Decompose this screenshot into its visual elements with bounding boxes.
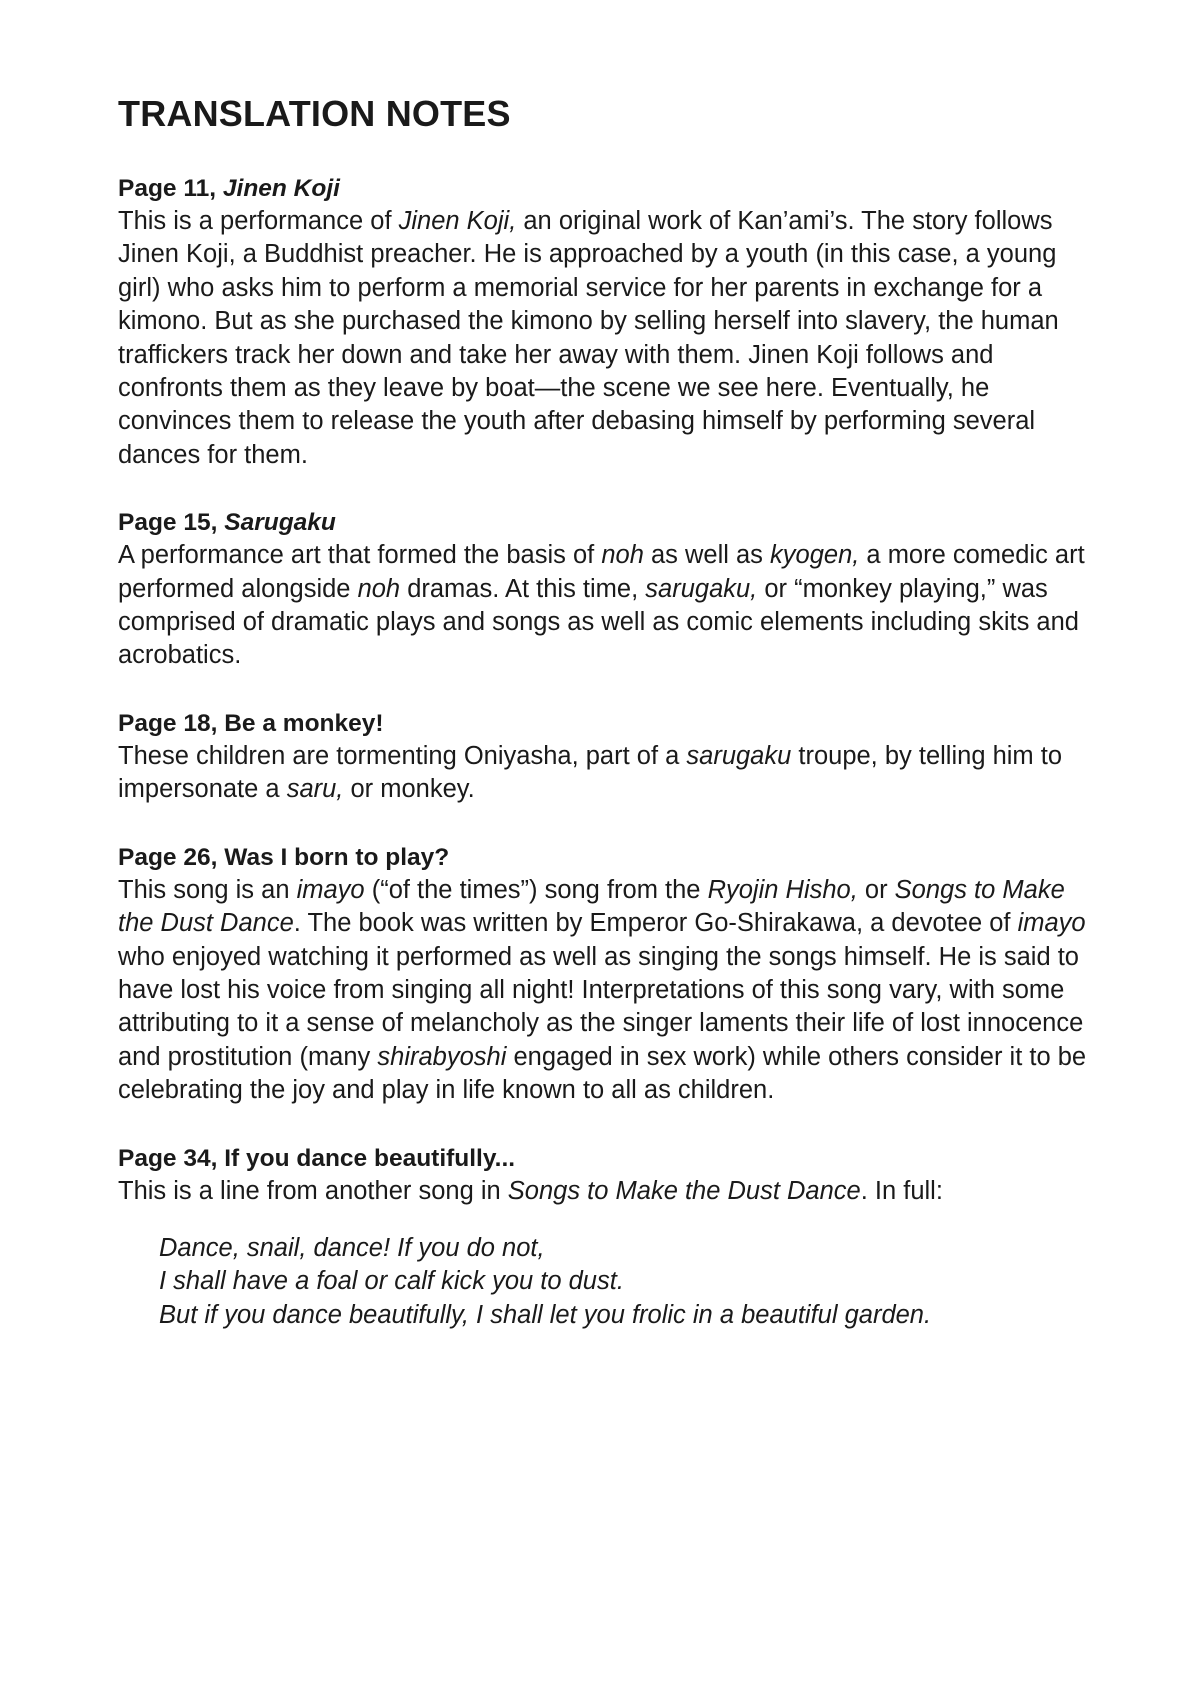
note-heading-text: Page 15, [118, 509, 225, 537]
note-body-text: These children are tormenting Oniyasha, part of a [118, 741, 687, 770]
note-body-italic: noh [357, 574, 401, 603]
note-heading-text: Page 11, [118, 175, 223, 202]
note-body-text: or “monkey playing,” was comprised of dramatic plays and songs as well as comic elements including skits and acrobatics. [118, 574, 1079, 670]
note-body-text: dramas. At this time, [400, 574, 646, 603]
note-heading-italic: Sarugaku [224, 509, 336, 537]
note-body [118, 874, 1098, 1108]
note-item [118, 172, 1098, 472]
note-heading-text: Page 26, Was I born to play? [118, 843, 450, 871]
note-body-italic: Songs to Make the Dust Dance [507, 1176, 861, 1205]
note-body-text: This is a performance of [118, 207, 399, 235]
note-body-text: . The book was written by Emperor Go-Shirakawa, a devotee of [293, 909, 1018, 938]
note-body-text: or monkey. [343, 775, 475, 804]
verse-line: Dance, snail, dance! If you do not, [159, 1233, 545, 1262]
note-body-text: engaged in sex work) while others consider it to be celebrating the joy and play in life known to all as children. [118, 1042, 1087, 1105]
note-body-text: a more comedic art performed alongside [118, 541, 1085, 603]
note-body-italic: sarugaku [686, 741, 792, 770]
note-heading [118, 172, 1098, 205]
verse-line: I shall have a foal or calf kick you to dust. [159, 1267, 624, 1296]
note-body-text: troupe, by telling him to impersonate a [118, 741, 1063, 804]
note-item [118, 707, 1098, 807]
note-heading-text: Page 34, If you dance beautifully... [118, 1144, 516, 1172]
note-body-text: (“of the times”) song from the [364, 875, 708, 904]
note-body-text: an original work of Kan’ami’s. The story follows Jinen Koji, a Buddhist preacher. He is approached by a youth (in this case, a young girl) who asks him to perform a memorial service for her parents in exchange for a kimono. But as she purchased the kimono by selling herself into slavery, the human traffickers track her down and take her away with them. Jinen Koji follows and confronts them as they leave by boat—the scene we see here. Eventually, he convinces them to release the youth after debasing himself by performing several dances for them. [118, 207, 1059, 469]
note-body-italic: kyogen, [770, 541, 860, 570]
note-body-text: who enjoyed watching it performed as well as singing the songs himself. He is said to have lost his voice from singing all night! Interpretations of this song vary, with some attributing to it a sense of melancholy as the singer laments their life of lost innocence and prostitution (many [118, 942, 1084, 1071]
note-body-italic: imayo [296, 875, 365, 904]
note-item [118, 841, 1098, 1108]
note-heading [118, 841, 1098, 874]
note-body-text: or [857, 875, 895, 904]
note-body-text: This is a line from another song in [118, 1176, 508, 1205]
note-body-text: as well as [643, 541, 771, 570]
note-body-italic: saru, [286, 775, 344, 804]
note-heading [118, 1142, 1098, 1175]
note-heading-text: Page 18, Be a monkey! [118, 709, 384, 737]
note-item [118, 506, 1098, 673]
note-body-text: A performance art that formed the basis of [118, 541, 602, 570]
verse-block [159, 1232, 1098, 1332]
note-body-italic: imayo [1017, 909, 1086, 938]
note-body [118, 205, 1098, 472]
note-body-italic: Ryojin Hisho, [707, 875, 858, 904]
note-heading [118, 707, 1098, 740]
note-body [118, 1175, 1098, 1208]
verse-line: But if you dance beautifully, I shall let you frolic in a beautiful garden. [159, 1300, 932, 1329]
note-heading [118, 506, 1098, 539]
note-heading-italic: Jinen Koji [222, 175, 340, 202]
note-body-italic: sarugaku, [645, 574, 758, 603]
note-body-italic: noh [601, 541, 644, 570]
notes-list [118, 172, 1098, 1332]
page-title: TRANSLATION NOTES [118, 93, 511, 134]
note-body-italic: Songs to Make the Dust Dance [118, 875, 1065, 938]
note-body-italic: Jinen Koji, [398, 207, 517, 235]
note-body [118, 539, 1098, 673]
note-body-italic: shirabyoshi [377, 1042, 507, 1071]
translation-notes-page [118, 92, 1098, 1366]
note-body [118, 740, 1098, 807]
note-item [118, 1142, 1098, 1333]
note-body-text: . In full: [860, 1176, 943, 1205]
note-body-text: This song is an [118, 875, 297, 904]
